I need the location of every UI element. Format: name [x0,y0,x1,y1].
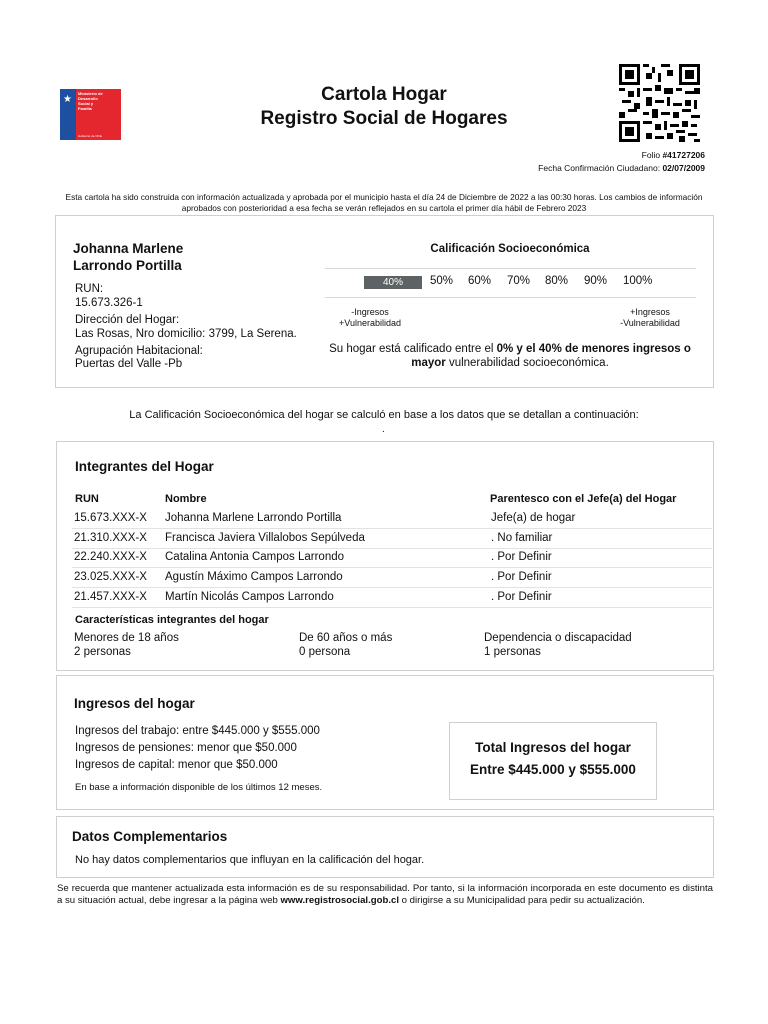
run-label: RUN: [75,283,104,295]
cell-nombre: Francisca Javiera Villalobos Sepúlveda [165,532,365,544]
scale-tick: 70% [507,275,531,287]
car-value: 2 personas [74,646,131,658]
cell-run: 21.310.XXX-X [74,532,147,544]
folio [642,150,705,160]
cell-parentesco: Jefe(a) de hogar [491,512,576,524]
group-value: Puertas del Valle -Pb [75,358,183,370]
group-label: Agrupación Habitacional: [75,345,203,357]
scale-divider [325,268,696,269]
scale-tick: 60% [468,275,492,287]
folio-value: #41727206 [662,150,705,160]
folio-label: Folio [641,150,661,160]
complementarios-box [56,816,714,878]
cell-parentesco: . No familiar [491,532,553,544]
desc-pre: Su hogar está calificado entre el [329,343,497,355]
scale-left-label [330,307,410,329]
title-line2: Registro Social de Hogares [260,108,508,129]
cell-parentesco: . Por Definir [491,571,552,583]
cell-nombre: Johanna Marlene Larrondo Portilla [165,512,342,524]
cell-nombre: Martín Nicolás Campos Larrondo [165,591,334,603]
registro-link[interactable]: www.registrosocial.gob.cl [280,894,399,906]
ingresos-title: Ingresos del hogar [74,696,195,711]
head-name-line1: Johanna Marlene [73,241,184,256]
car-label: Dependencia o discapacidad [484,632,632,644]
col-header-parentesco: Parentesco con el Jefe(a) del Hogar [490,493,677,505]
run-value: 15.673.326-1 [75,297,143,309]
logo-footer: Gobierno de Chile [78,134,103,138]
scale-tick: 90% [584,275,608,287]
cell-run: 23.025.XXX-X [74,571,147,583]
logo-line: Desarrollo [78,96,98,101]
update-notice: Esta cartola ha sido construida con información actualizada y aprobada por el municipio hasta el día 24 de Diciembre de 2022 a las 00:30 horas. Los cambios de información aprobados con posterioridad a esa fecha se verán reflejados en su cartola el primer día hábil de Febrero 2023 [65,192,703,213]
ingresos-pensiones: Ingresos de pensiones: menor que $50.000 [75,742,297,754]
selected-range-bar: 40% [364,276,422,289]
ingresos-capital: Ingresos de capital: menor que $50.000 [75,759,278,771]
logo-line: Familia [78,106,92,111]
cell-nombre: Agustín Máximo Campos Larrondo [165,571,343,583]
head-name-line2: Larrondo Portilla [73,258,182,273]
integrantes-title: Integrantes del Hogar [75,459,214,474]
caracteristica-dependencia [484,631,632,659]
footer-pre: Se recuerda que mantener actualizada esta información es de su responsabilidad. Por tanto, si la información incorporada en este documento es distinta a su situación actual, debe ingresar a la página web [57,883,713,906]
cell-run: 15.673.XXX-X [74,512,147,524]
total-ingresos-box [449,722,657,800]
scale-right-label [610,307,690,329]
qr-code [619,64,700,142]
footer-note [57,883,713,906]
fecha-value: 02/07/2009 [662,163,705,173]
cell-run: 21.457.XXX-X [74,591,147,603]
head-name [73,240,183,274]
car-value: 1 personas [484,646,541,658]
ingresos-trabajo: Ingresos del trabajo: entre $445.000 y $555.000 [75,725,320,737]
total-ingresos-value: Entre $445.000 y $555.000 [470,762,636,777]
caracteristica-menores [74,631,179,659]
col-header-nombre: Nombre [165,493,207,505]
desc-bold: 0% y el 40% de menores ingresos o mayor [411,343,691,369]
calificacion-title: Calificación Socioeconómica [430,243,590,255]
calculation-note: La Calificación Socioeconómica del hogar se calculó en base a los datos que se detallan a continuación: [129,409,639,421]
address-value: Las Rosas, Nro domicilio: 3799, La Serena. [75,328,297,340]
scale-right-line2: -Vulnerabilidad [620,318,680,328]
address-label: Dirección del Hogar: [75,314,180,326]
ingresos-note: En base a información disponible de los últimos 12 meses. [75,782,323,793]
scale-divider [325,297,696,298]
car-value: 0 persona [299,646,351,658]
desc-post: vulnerabilidad socioeconómica. [445,357,609,369]
svg-text:★: ★ [63,94,72,105]
calificacion-description [325,342,695,370]
total-ingresos-title: Total Ingresos del hogar [475,740,631,755]
logo-line: Ministerio de [78,91,103,96]
cell-run: 22.240.XXX-X [74,551,147,563]
car-label: Menores de 18 años [74,632,179,644]
caracteristica-mayores [299,631,392,659]
fecha-confirmacion [538,163,705,173]
calc-dot: . [382,424,385,435]
scale-tick: 100% [623,275,653,287]
title-line1: Cartola Hogar [321,84,447,105]
scale-tick: 50% [430,275,454,287]
logo-line: Social y [78,101,94,106]
complementarios-text: No hay datos complementarios que influyan en la calificación del hogar. [75,854,425,866]
car-label: De 60 años o más [299,632,393,644]
complementarios-title: Datos Complementarios [72,829,228,844]
cell-nombre: Catalina Antonia Campos Larrondo [165,551,345,563]
scale-right-line1: +Ingresos [630,307,670,317]
scale-left-line1: -Ingresos [351,307,389,317]
col-header-run: RUN [75,493,99,505]
table-row [72,548,712,568]
caracteristicas-title: Características integrantes del hogar [75,614,269,626]
table-row [72,529,712,549]
scale-tick: 80% [545,275,569,287]
cell-parentesco: . Por Definir [491,591,552,603]
table-row [72,509,712,529]
fecha-label: Fecha Confirmación Ciudadano: [538,163,661,173]
cell-parentesco: . Por Definir [491,551,552,563]
table-row [72,588,712,608]
footer-post: o dirigirse a su Municipalidad para pedir su actualización. [399,894,645,906]
table-row [72,568,712,588]
scale-left-line2: +Vulnerabilidad [339,318,401,328]
